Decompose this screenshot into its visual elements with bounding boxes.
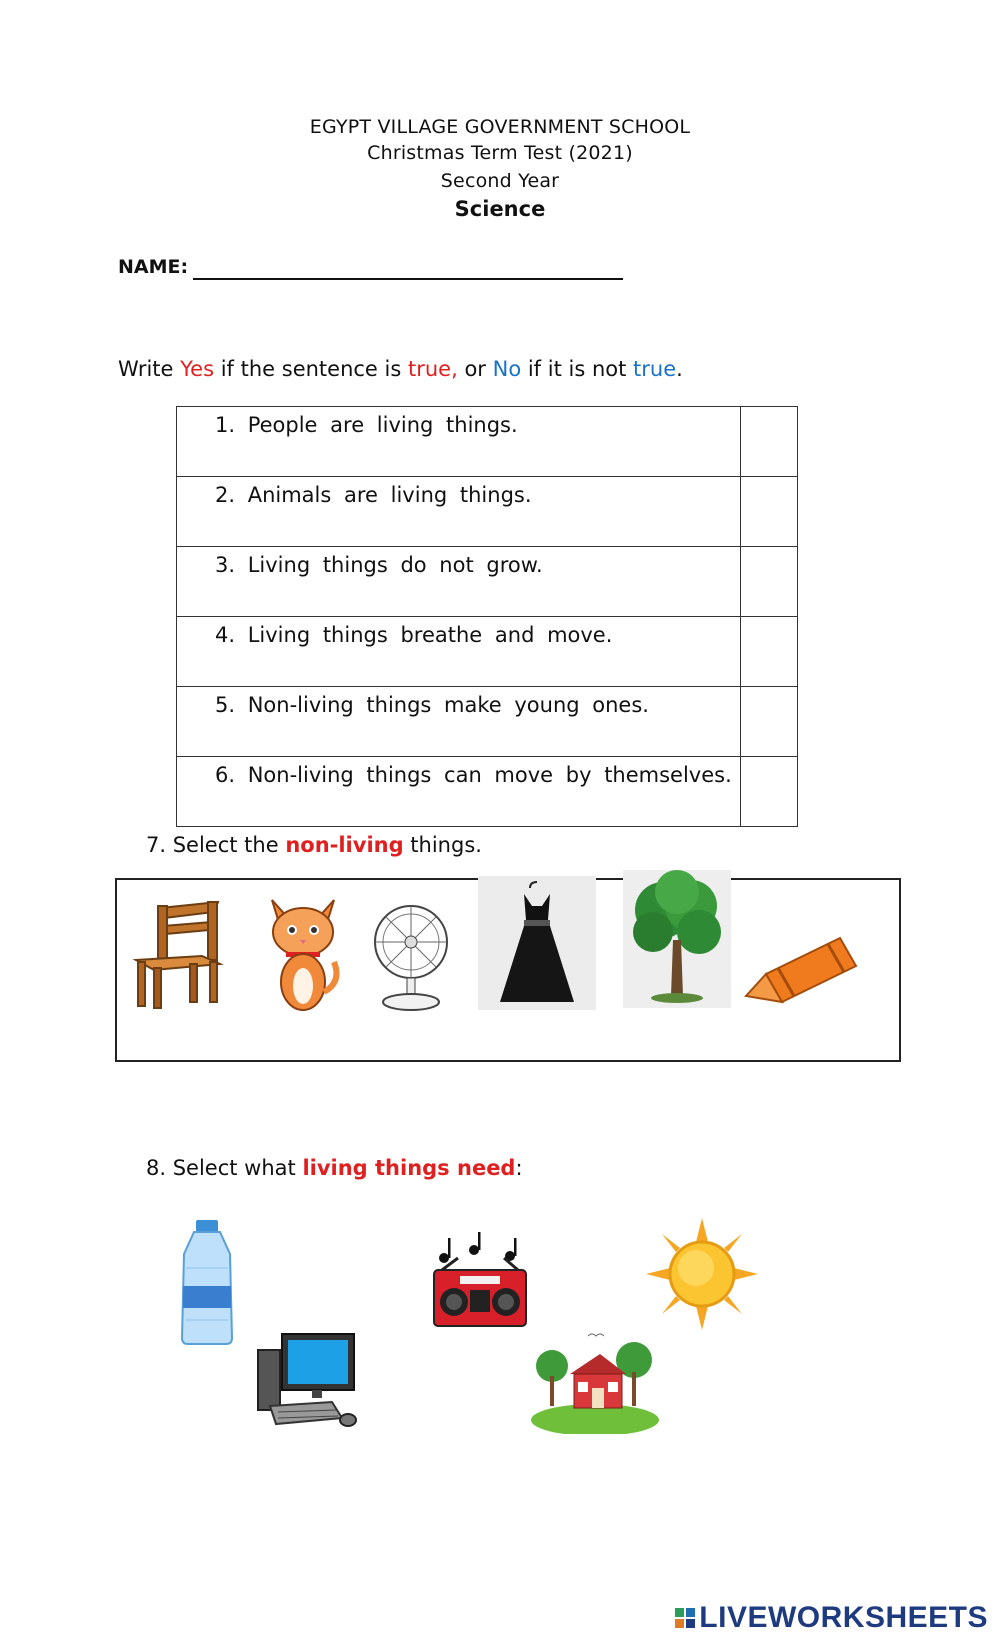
answer-box-6[interactable] — [741, 757, 798, 827]
true-word: true, — [407, 357, 458, 381]
table-row — [177, 547, 798, 617]
answer-box-4[interactable] — [741, 617, 798, 687]
logo-icon — [675, 1608, 695, 1628]
dress-image[interactable] — [478, 876, 596, 1010]
no-word: No — [492, 357, 522, 381]
computer-image[interactable] — [256, 1332, 360, 1432]
name-input-line[interactable] — [193, 278, 623, 280]
question-2: 2. Animals are living things. — [177, 477, 741, 547]
question-1: 1. People are living things. — [177, 407, 741, 477]
radio-image[interactable] — [430, 1232, 530, 1332]
table-row — [177, 617, 798, 687]
question-8: 8. Select what living things need: — [146, 1156, 523, 1180]
yes-no-table — [176, 406, 798, 827]
fan-image[interactable] — [370, 902, 452, 1014]
water-bottle-image[interactable] — [174, 1220, 240, 1346]
liveworksheets-logo: LIVEWORKSHEETS — [675, 1601, 988, 1635]
tree-image[interactable] — [623, 870, 731, 1008]
question-4: 4. Living things breathe and move. — [177, 617, 741, 687]
name-label: NAME: — [118, 256, 189, 278]
house-image[interactable] — [530, 1330, 660, 1434]
cat-image[interactable] — [262, 892, 344, 1014]
chair-image[interactable] — [130, 900, 225, 1010]
crayon-image[interactable] — [744, 930, 860, 1006]
answer-box-5[interactable] — [741, 687, 798, 757]
question-7: 7. Select the non-living things. — [146, 833, 482, 857]
sun-image[interactable] — [646, 1218, 758, 1330]
grade-level: Second Year — [440, 170, 560, 192]
answer-box-2[interactable] — [741, 477, 798, 547]
school-name: EGYPT VILLAGE GOVERNMENT SCHOOL — [309, 116, 691, 138]
yes-word: Yes — [180, 357, 215, 381]
table-row — [177, 687, 798, 757]
subject-title: Science — [454, 197, 546, 221]
answer-box-1[interactable] — [741, 407, 798, 477]
table-row — [177, 757, 798, 827]
table-row — [177, 407, 798, 477]
test-title: Christmas Term Test (2021) — [367, 142, 633, 164]
question-6: 6. Non-living things can move by themselves. — [177, 757, 741, 827]
answer-box-3[interactable] — [741, 547, 798, 617]
true-word-2: true — [633, 357, 677, 381]
question-5: 5. Non-living things make young ones. — [177, 687, 741, 757]
table-row — [177, 477, 798, 547]
instructions: Write Yes if the sentence is true, or No if it is not true. — [118, 357, 683, 381]
question-3: 3. Living things do not grow. — [177, 547, 741, 617]
